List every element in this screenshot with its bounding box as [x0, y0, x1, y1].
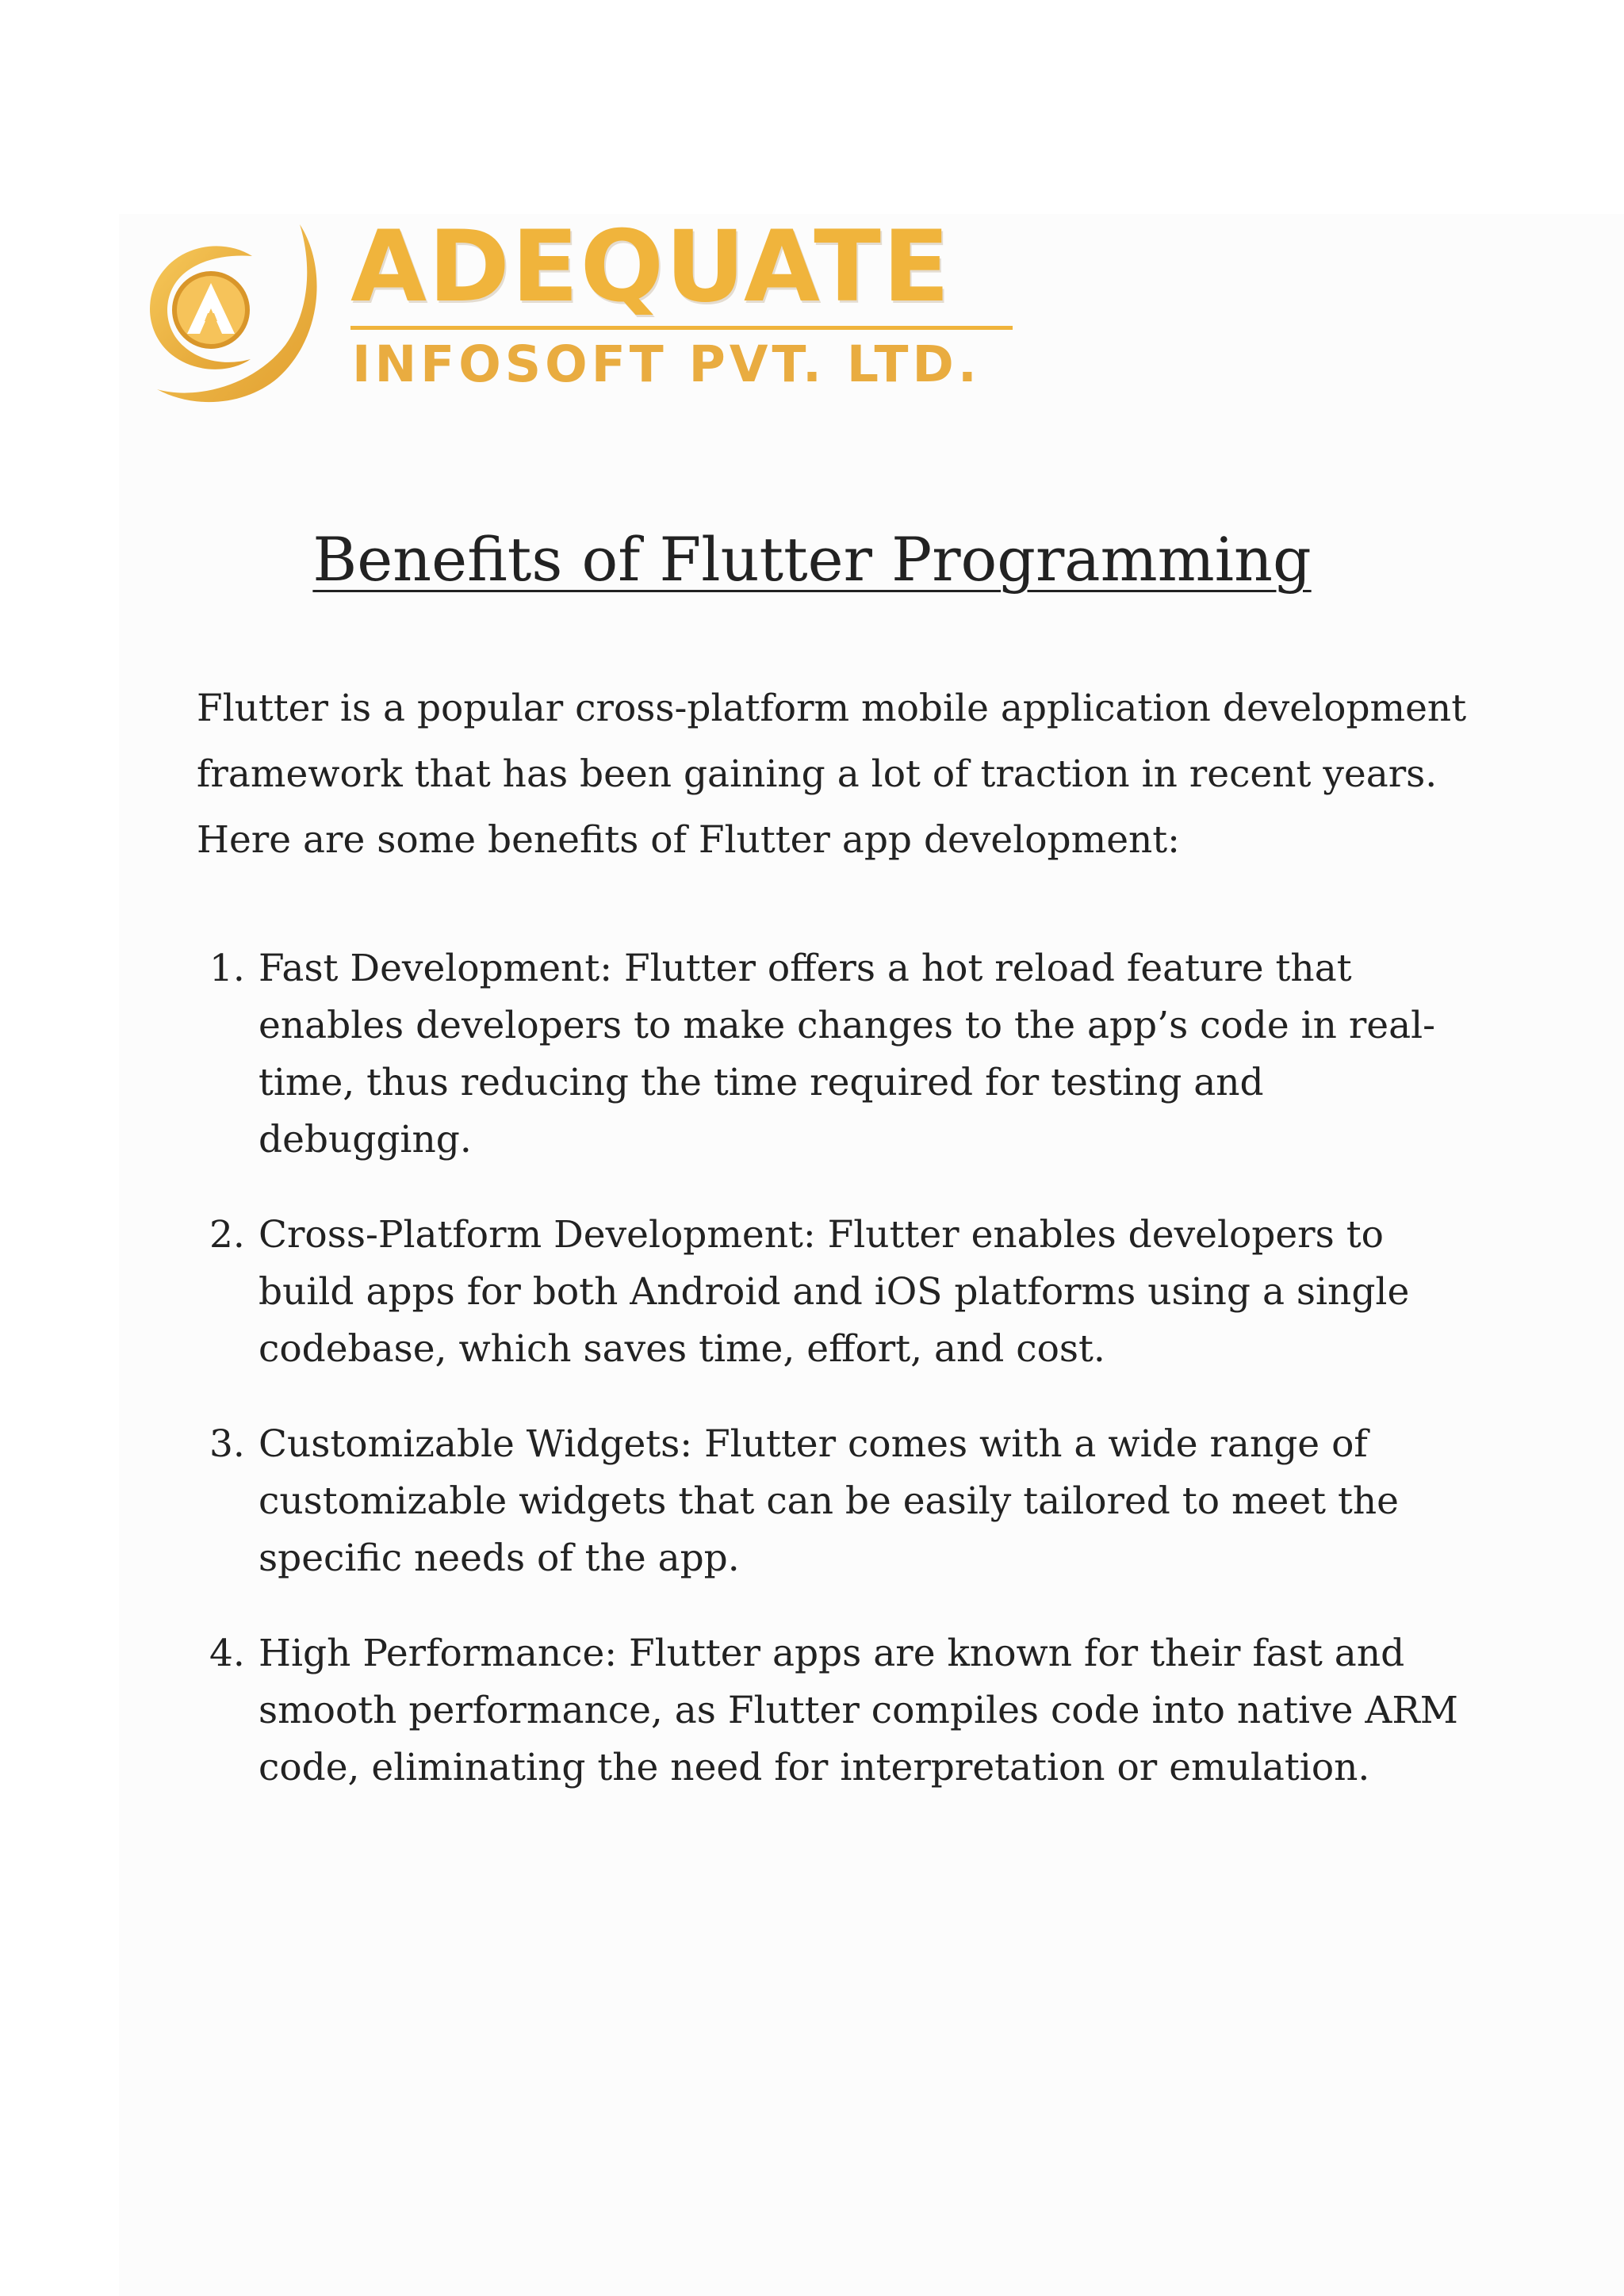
document-title: Benefits of Flutter Programming	[312, 524, 1312, 595]
company-logo	[119, 210, 981, 408]
benefit-item	[197, 1416, 1481, 1587]
benefit-text: Fast Development: Flutter offers a hot reload feature that enables developers to make changes to the app’s code in real-time, thus reducing the time required for testing and debugging.	[259, 947, 1436, 1161]
logo-divider	[350, 326, 1013, 330]
benefit-number: 3.	[209, 1422, 245, 1466]
benefit-item	[197, 1207, 1481, 1378]
benefit-text: High Performance: Flutter apps are known for their fast and smooth performance, as Flutter compiles code into native ARM code, eliminating the need for interpretation or emulation.	[259, 1632, 1458, 1789]
benefit-number: 4.	[209, 1632, 245, 1675]
intro-paragraph: Flutter is a popular cross-platform mobile application development framework that has been gaining a lot of traction in recent years. Here are some benefits of Flutter app development:	[197, 687, 1467, 862]
logo-wordmark: ADEQUATE	[350, 210, 952, 324]
benefit-text: Cross-Platform Development: Flutter enables developers to build apps for both Android and iOS platforms using a single codebase, which saves time, effort, and cost.	[259, 1213, 1410, 1371]
benefit-item	[197, 940, 1481, 1169]
logo-emblem-icon	[119, 210, 333, 408]
logo-subtitle: INFOSOFT PVT. LTD.	[352, 335, 981, 393]
benefit-number: 2.	[209, 1213, 245, 1257]
benefit-text: Customizable Widgets: Flutter comes with a wide range of customizable widgets that can be easily tailored to meet the specific needs of the app.	[259, 1422, 1399, 1580]
benefits-list	[197, 940, 1481, 1835]
benefit-number: 1.	[209, 947, 245, 990]
benefit-item	[197, 1625, 1481, 1797]
